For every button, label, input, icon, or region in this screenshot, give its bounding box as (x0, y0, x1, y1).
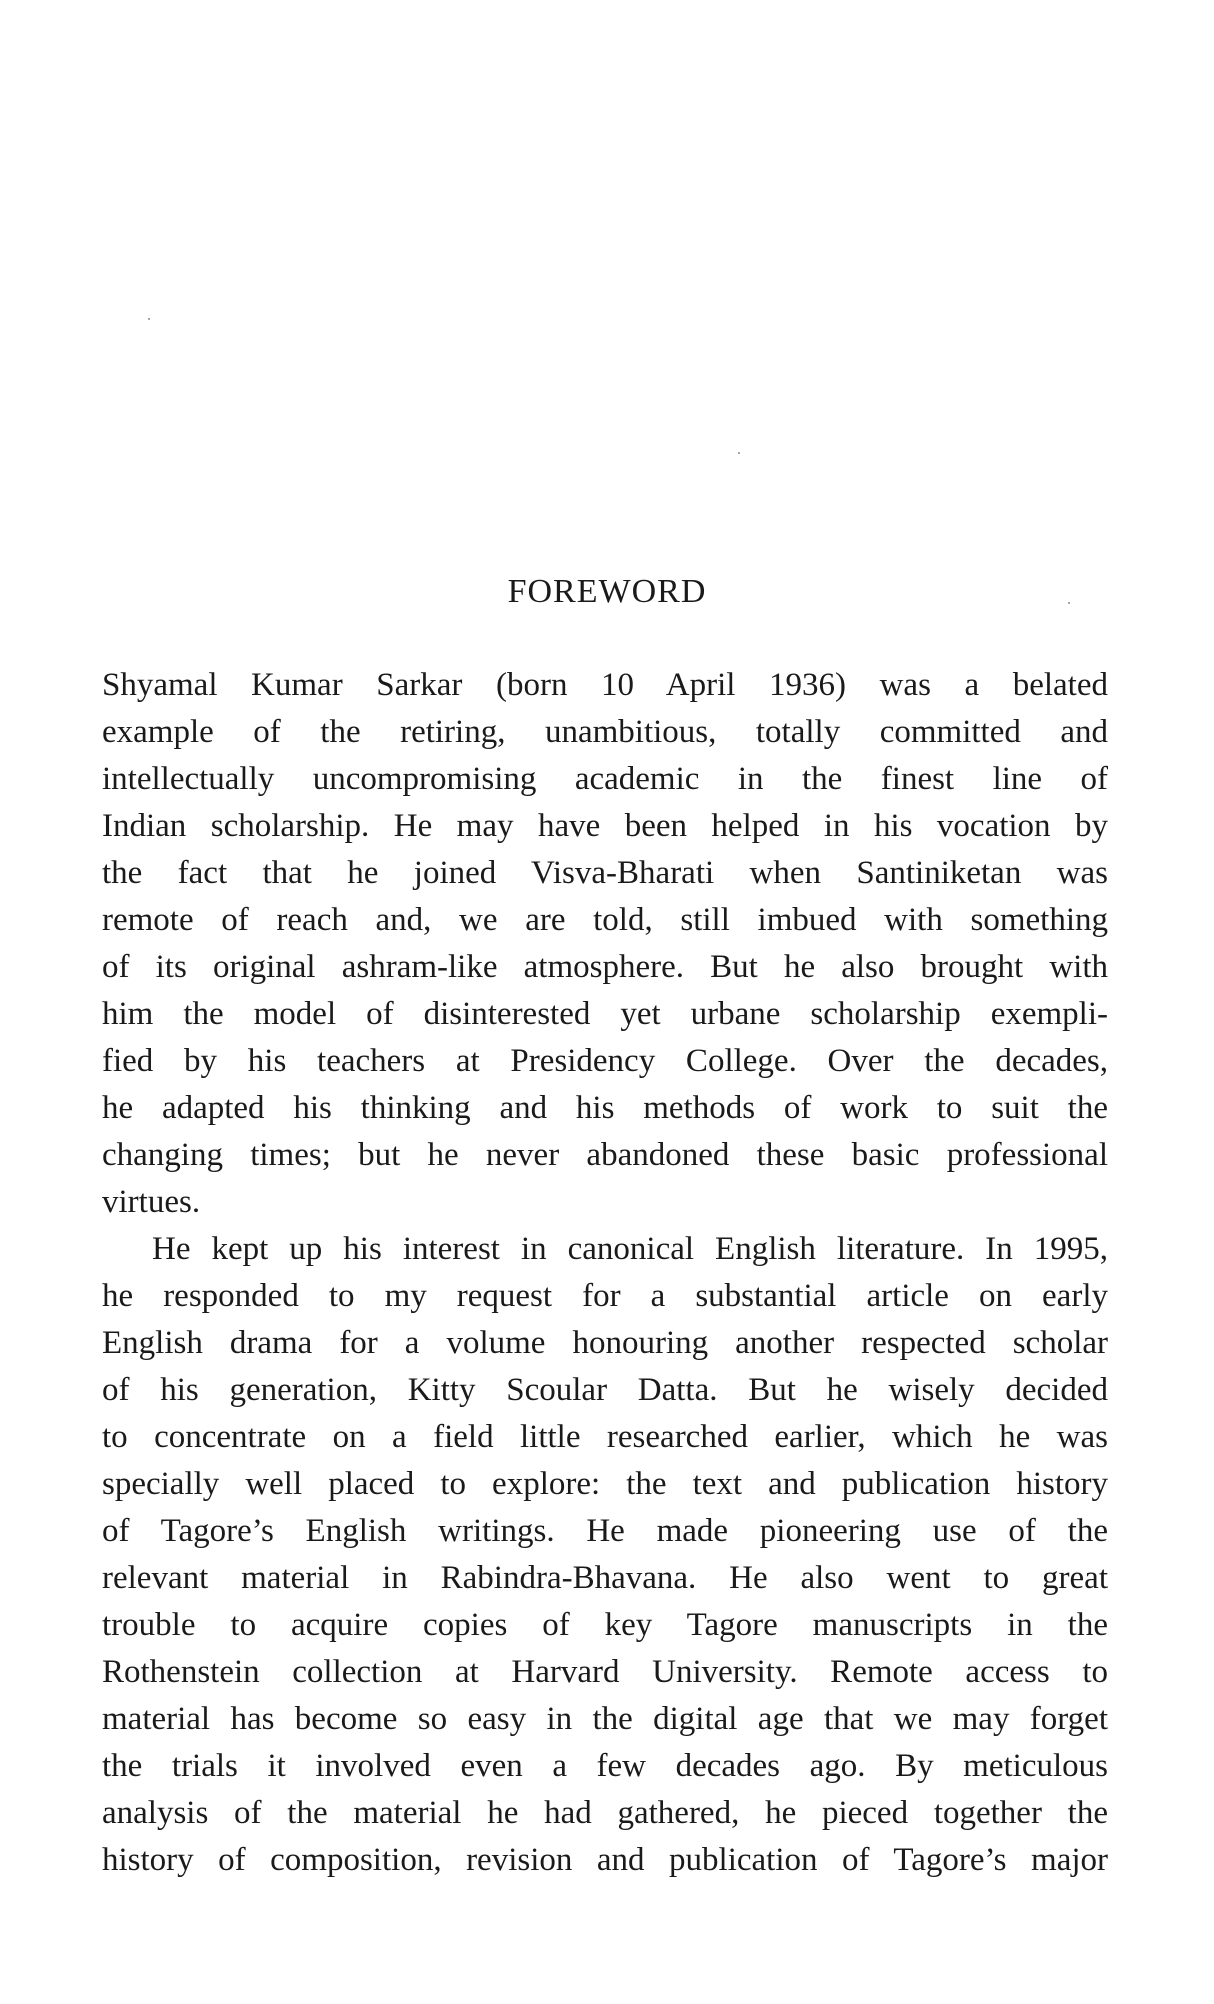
text-line: Rothenstein collection at Harvard University. Remote access to (102, 1654, 1108, 1690)
text-line: material has become so easy in the digital age that we may forget (102, 1701, 1108, 1737)
paragraph (102, 662, 1108, 1226)
text-line: Indian scholarship. He may have been helped in his vocation by (102, 808, 1108, 844)
text-line: of his generation, Kitty Scoular Datta. But he wisely decided (102, 1372, 1108, 1408)
page-title: FOREWORD (507, 573, 707, 610)
text-line: trouble to acquire copies of key Tagore manuscripts in the (102, 1607, 1108, 1643)
text-line: virtues. (102, 1184, 201, 1220)
scan-speck (738, 452, 740, 454)
text-line: he adapted his thinking and his methods of work to suit the (102, 1090, 1108, 1126)
text-line: fied by his teachers at Presidency College. Over the decades, (102, 1043, 1108, 1079)
text-line: relevant material in Rabindra-Bhavana. He also went to great (102, 1560, 1108, 1596)
text-line: specially well placed to explore: the text and publication history (102, 1466, 1108, 1502)
text-line: example of the retiring, unambitious, totally committed and (102, 714, 1108, 750)
scan-speck (148, 318, 150, 320)
text-line: he responded to my request for a substantial article on early (102, 1278, 1108, 1314)
text-line: remote of reach and, we are told, still imbued with something (102, 902, 1108, 938)
text-line: He kept up his interest in canonical English literature. In 1995, (152, 1231, 1108, 1267)
text-line: history of composition, revision and publication of Tagore’s major (102, 1842, 1108, 1878)
text-line: to concentrate on a field little researched earlier, which he was (102, 1419, 1108, 1455)
text-line: of its original ashram-like atmosphere. But he also brought with (102, 949, 1108, 985)
text-line: analysis of the material he had gathered, he pieced together the (102, 1795, 1108, 1831)
text-line: the fact that he joined Visva-Bharati when Santiniketan was (102, 855, 1108, 891)
text-line: changing times; but he never abandoned these basic professional (102, 1137, 1108, 1173)
text-line: him the model of disinterested yet urbane scholarship exempli- (102, 996, 1108, 1032)
text-line: intellectually uncompromising academic in the finest line of (102, 761, 1108, 797)
text-line: English drama for a volume honouring another respected scholar (102, 1325, 1108, 1361)
foreword-body (102, 662, 1108, 1884)
text-line: Shyamal Kumar Sarkar (born 10 April 1936) was a belated (102, 667, 1108, 703)
text-line: of Tagore’s English writings. He made pioneering use of the (102, 1513, 1108, 1549)
paragraph (102, 1226, 1108, 1884)
text-line: the trials it involved even a few decades ago. By meticulous (102, 1748, 1108, 1784)
